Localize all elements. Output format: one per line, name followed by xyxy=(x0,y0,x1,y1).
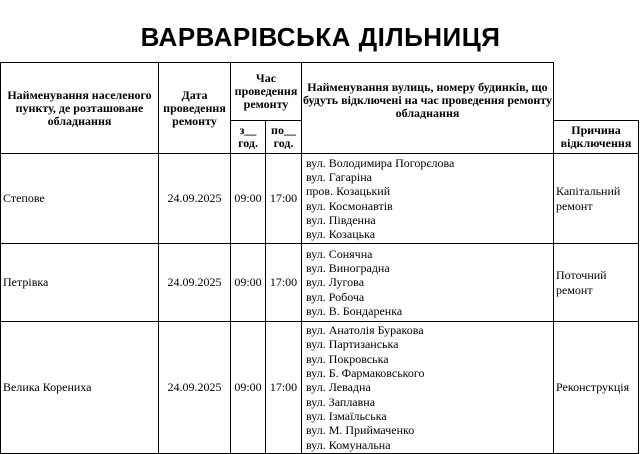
street-item: вул. Ізмаїльська xyxy=(306,408,387,423)
header-streets xyxy=(302,63,554,154)
reason-cell: Поточний ремонт xyxy=(554,244,639,322)
street-item: вул. В. Бондаренка xyxy=(306,303,403,318)
to-cell: 17:00 xyxy=(266,244,302,322)
street-item: вул. Лугова xyxy=(306,275,365,290)
street-item: пров. Козацький xyxy=(306,184,391,199)
table-row xyxy=(1,244,639,322)
header-time: Час проведення ремонту xyxy=(231,63,302,121)
header-reason: Причина відключення xyxy=(554,121,639,154)
to-cell: 17:00 xyxy=(266,322,302,454)
header-streets-text: Найменування вулиць, номеру будинків, що будуть відключені на час проведення ремонту обладнання xyxy=(302,80,552,120)
settlement-cell: Степове xyxy=(1,154,159,244)
table-row xyxy=(1,322,639,454)
from-cell: 09:00 xyxy=(231,154,266,244)
street-item: вул. Б. Фармаковського xyxy=(306,366,425,381)
street-item: вул. Робоча xyxy=(306,289,365,304)
settlement-cell: Петрівка xyxy=(1,244,159,322)
from-cell: 09:00 xyxy=(231,244,266,322)
date-cell: 24.09.2025 xyxy=(159,154,231,244)
streets-cell xyxy=(302,244,554,322)
outage-table xyxy=(0,62,639,454)
street-item: вул. М. Приймаченко xyxy=(306,423,415,438)
streets-cell xyxy=(302,322,554,454)
street-item: вул. Володимира Погорєлова xyxy=(306,155,455,170)
reason-cell: Реконструкція xyxy=(554,322,639,454)
street-item: вул. Партизанська xyxy=(306,337,399,352)
settlement-cell: Велика Корениха xyxy=(1,322,159,454)
streets-cell xyxy=(302,154,554,244)
street-item: вул. Сонячна xyxy=(306,246,373,261)
date-cell: 24.09.2025 xyxy=(159,322,231,454)
street-item: вул. Левадна xyxy=(306,380,371,395)
reason-cell: Капітальний ремонт xyxy=(554,154,639,244)
street-item: вул. Виноградна xyxy=(306,261,390,276)
to-cell: 17:00 xyxy=(266,154,302,244)
header-reason-spacer xyxy=(554,63,639,121)
header-date: Дата проведення ремонту xyxy=(159,63,231,154)
from-cell: 09:00 xyxy=(231,322,266,454)
page-title: ВАРВАРІВСЬКА ДІЛЬНИЦЯ xyxy=(140,22,501,52)
header-settlement: Найменування населеного пункту, де розташоване обладнання xyxy=(1,63,159,154)
header-from: з__ год. xyxy=(231,121,266,154)
header-to: по__ год. xyxy=(266,121,302,154)
street-item: вул. Космонавтів xyxy=(306,198,393,213)
street-item: вул. Покровська xyxy=(306,351,389,366)
street-item: вул. Гагаріна xyxy=(306,169,373,184)
date-cell: 24.09.2025 xyxy=(159,244,231,322)
street-item: вул. Заплавна xyxy=(306,394,376,409)
street-item: вул. Комунальна xyxy=(306,437,391,452)
street-item: вул. Козацька xyxy=(306,227,376,242)
outage-table-wrapper xyxy=(0,62,639,454)
street-item: вул. Анатолія Буракова xyxy=(306,323,424,338)
street-item: вул. Південна xyxy=(306,212,376,227)
table-row xyxy=(1,154,639,244)
